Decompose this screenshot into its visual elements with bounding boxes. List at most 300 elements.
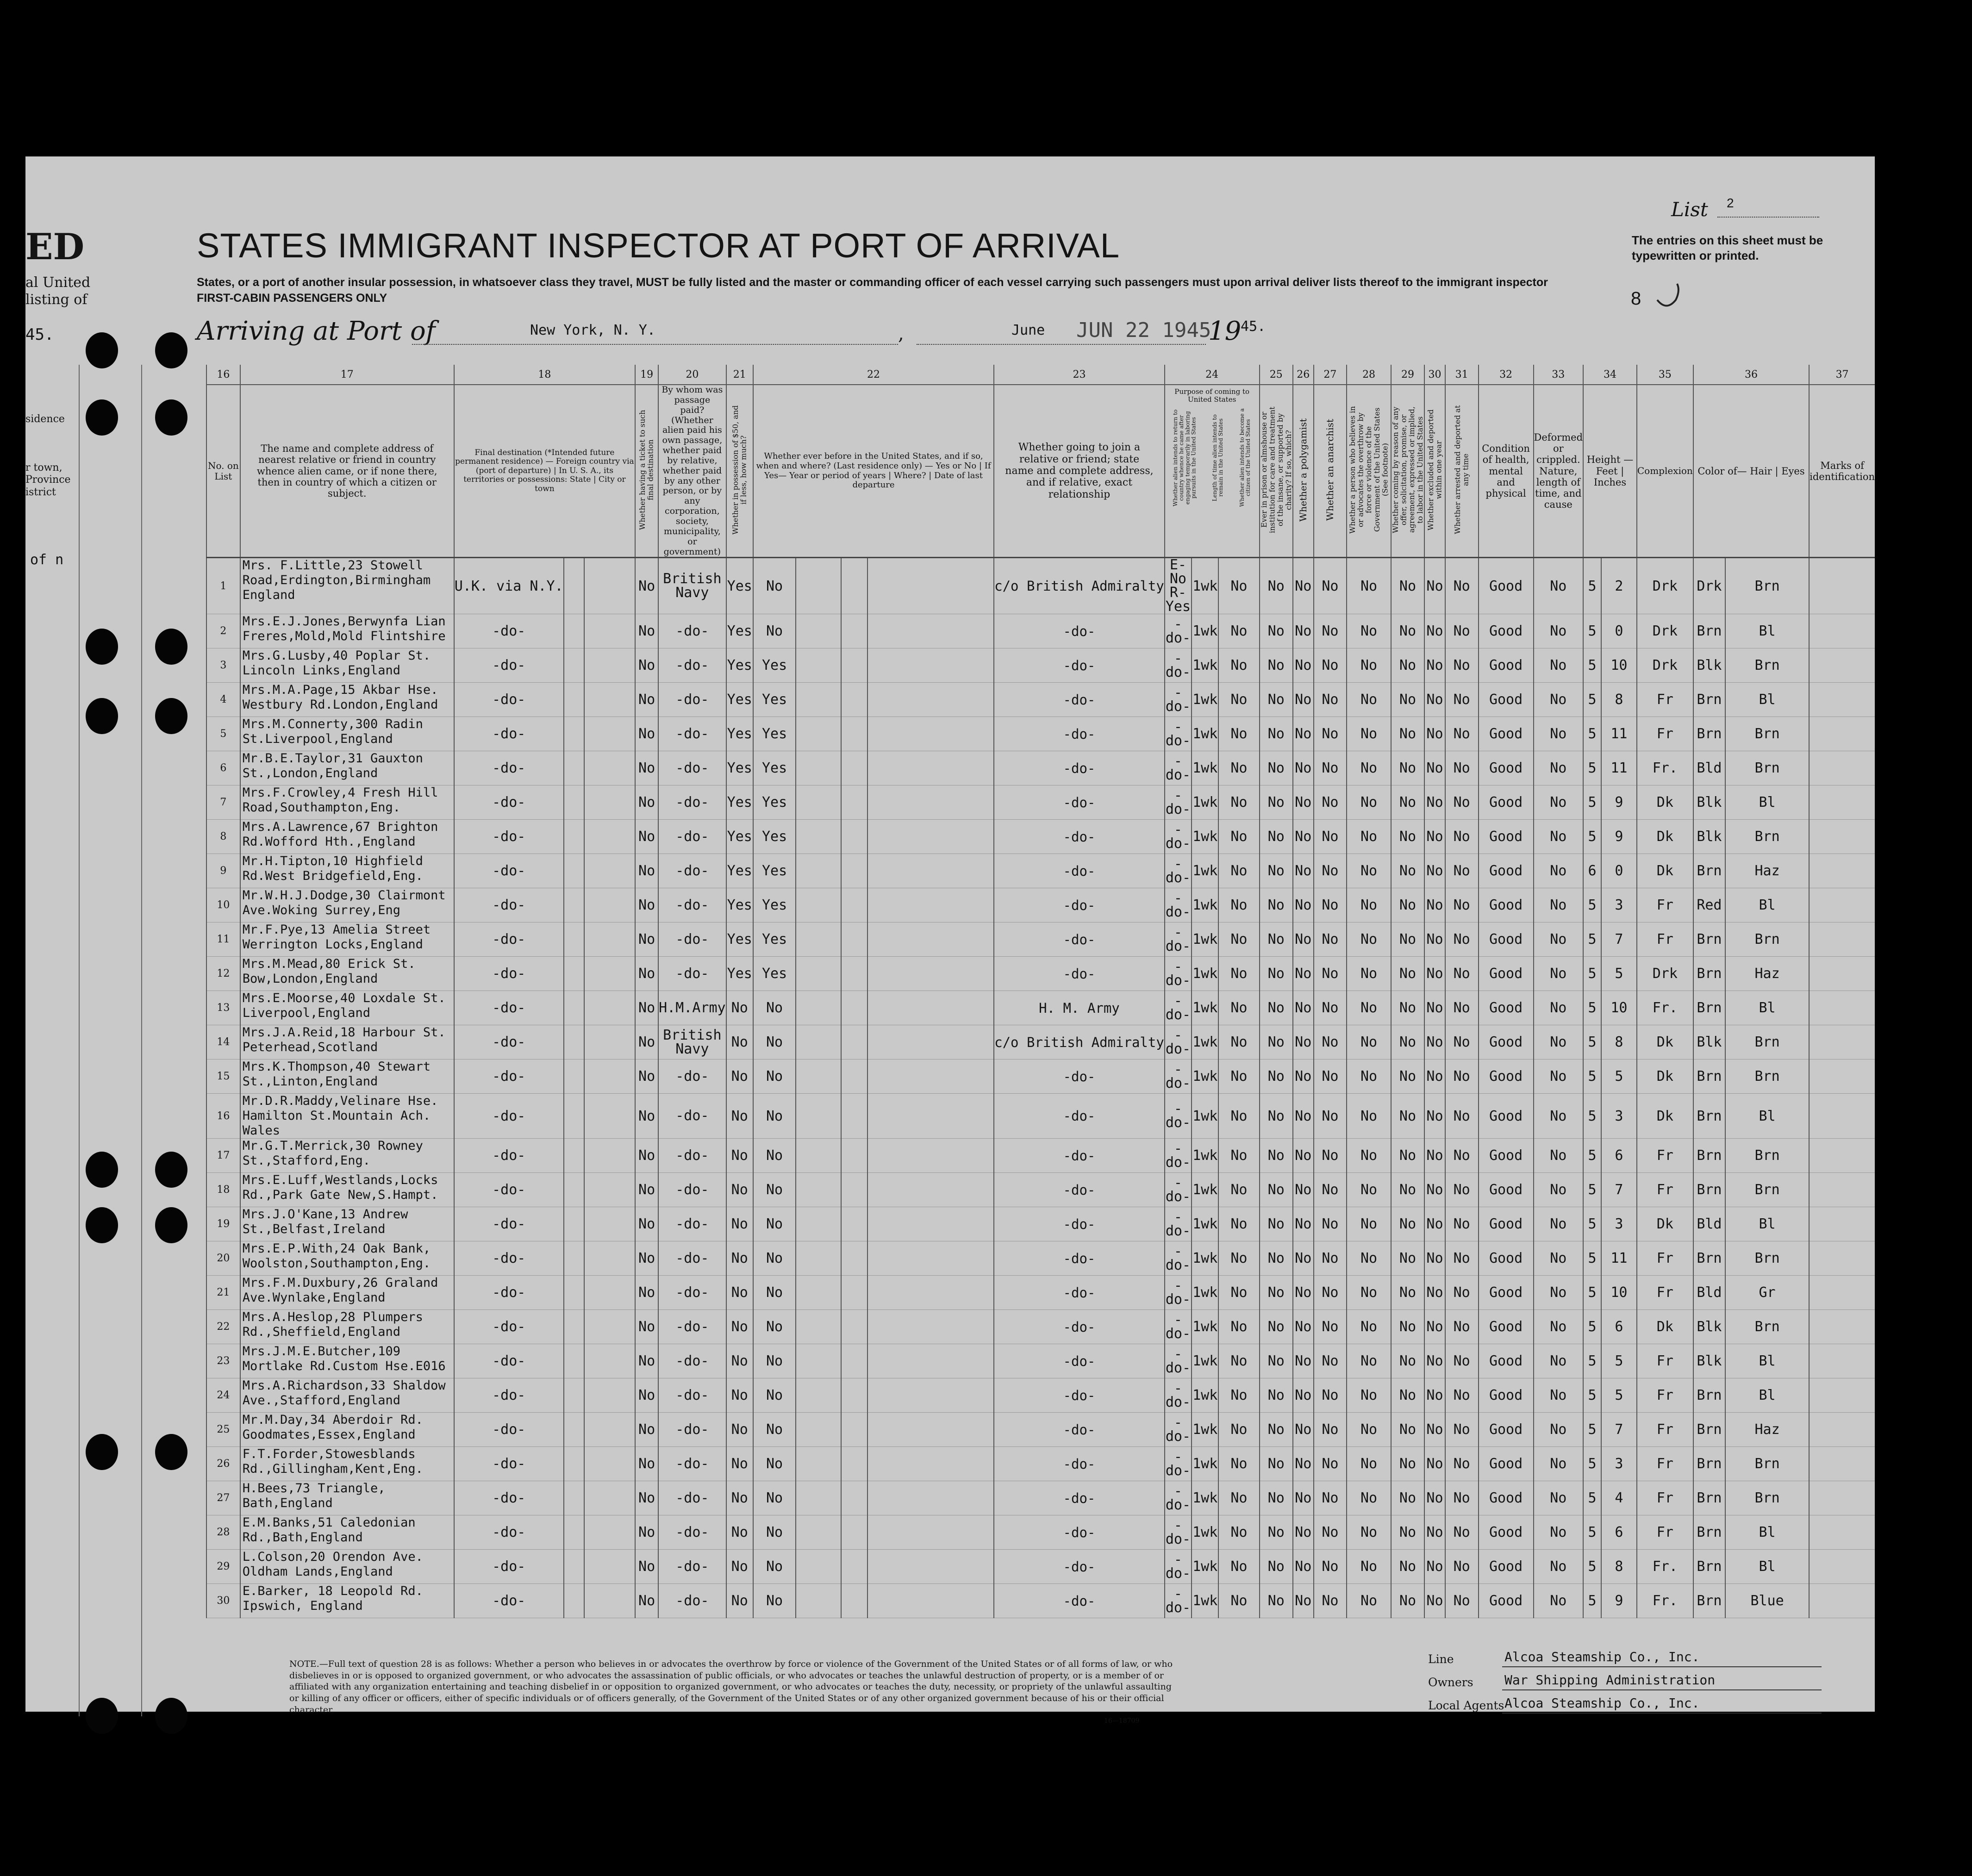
col-num: 21 — [726, 365, 753, 385]
ever-before-years — [796, 1413, 841, 1447]
final-dest-state — [564, 1481, 585, 1515]
ticket-value: No — [635, 717, 658, 751]
health-value: Good — [1479, 1207, 1534, 1241]
prison-value: No — [1260, 957, 1293, 991]
purpose-length: 1wk — [1192, 717, 1218, 751]
deformed-value: No — [1534, 1310, 1584, 1344]
col-num: 19 — [635, 365, 658, 385]
height-inches: 5 — [1601, 1060, 1637, 1094]
q30-value: No — [1424, 1139, 1445, 1173]
q29-value: No — [1391, 1276, 1424, 1310]
ever-before: No — [753, 1550, 796, 1584]
hair-color: Brn — [1693, 1060, 1725, 1094]
port-value: New York, N. Y. — [530, 322, 655, 338]
height-feet: 5 — [1583, 922, 1601, 957]
prison-value: No — [1260, 1310, 1293, 1344]
ever-before-years — [796, 648, 841, 683]
col-num: 27 — [1314, 365, 1347, 385]
marks-value — [1809, 1413, 1875, 1447]
row-number: 22 — [206, 1310, 240, 1344]
ticket-value: No — [635, 854, 658, 888]
row-number: 7 — [206, 785, 240, 820]
deformed-value: No — [1534, 1276, 1584, 1310]
eye-color: Brn — [1725, 1025, 1809, 1060]
final-dest-state — [564, 1207, 585, 1241]
table-row — [206, 991, 1875, 1025]
final-dest-state — [564, 1094, 585, 1139]
purpose-citizen: No — [1218, 1378, 1259, 1413]
punch-hole — [155, 332, 187, 368]
instruction-text: The entries on this sheet must be typewritten or printed. — [1632, 233, 1823, 262]
ticket-value: No — [635, 785, 658, 820]
eye-color: Brn — [1725, 1310, 1809, 1344]
complexion-value: Fr. — [1637, 1584, 1693, 1618]
ticket-value: No — [635, 1413, 658, 1447]
polygamist-value: No — [1293, 1550, 1314, 1584]
anarchist-value: No — [1314, 888, 1347, 922]
purpose-length: 1wk — [1192, 683, 1218, 717]
punch-hole — [155, 629, 187, 665]
complexion-value: Fr. — [1637, 1550, 1693, 1584]
polygamist-value: No — [1293, 1207, 1314, 1241]
purpose-return: -do- — [1165, 1276, 1192, 1310]
ever-before: No — [753, 1515, 796, 1550]
purpose-return: -do- — [1165, 717, 1192, 751]
final-dest-foreign: -do- — [454, 1378, 564, 1413]
punch-hole — [155, 1207, 187, 1243]
anarchist-value: No — [1314, 1276, 1347, 1310]
q30-value: No — [1424, 558, 1445, 614]
complexion-value: Fr. — [1637, 751, 1693, 785]
ever-before-years — [796, 991, 841, 1025]
purpose-return: -do- — [1165, 1413, 1192, 1447]
polygamist-value: No — [1293, 1173, 1314, 1207]
q30-value: No — [1424, 1060, 1445, 1094]
q30-value: No — [1424, 1207, 1445, 1241]
col-num: 26 — [1293, 365, 1314, 385]
ticket-value: No — [635, 1094, 658, 1139]
q31-value: No — [1445, 922, 1479, 957]
ever-before-where — [841, 1060, 868, 1094]
col-header-ticket: Whether having a ticket to such final destination — [638, 410, 655, 530]
prison-value: No — [1260, 1378, 1293, 1413]
purpose-citizen: No — [1218, 717, 1259, 751]
eye-color: Brn — [1725, 1173, 1809, 1207]
final-dest-foreign: -do- — [454, 854, 564, 888]
row-number: 20 — [206, 1241, 240, 1276]
marks-value — [1809, 1025, 1875, 1060]
table-row — [206, 1207, 1875, 1241]
prison-value: No — [1260, 785, 1293, 820]
page-title: STATES IMMIGRANT INSPECTOR AT PORT OF ARRIVAL — [197, 226, 1120, 265]
passage-paid: -do- — [658, 1344, 726, 1378]
manifest-sheet — [25, 156, 1875, 1725]
hair-color: Brn — [1693, 1481, 1725, 1515]
q31-value: No — [1445, 957, 1479, 991]
final-dest-state — [564, 922, 585, 957]
final-dest-state — [564, 888, 585, 922]
hair-color: Brn — [1693, 683, 1725, 717]
table-row — [206, 1413, 1875, 1447]
ever-before: Yes — [753, 683, 796, 717]
last-departure — [867, 1515, 994, 1550]
purpose-return: -do- — [1165, 785, 1192, 820]
relative-address: Mrs.J.A.Reid,18 Harbour St. Peterhead,Scotland — [240, 1025, 454, 1060]
polygamist-value: No — [1293, 854, 1314, 888]
deformed-value: No — [1534, 1207, 1584, 1241]
ever-before: No — [753, 1447, 796, 1481]
money-value: No — [726, 1344, 753, 1378]
money-value: No — [726, 1173, 753, 1207]
manifest-table — [206, 365, 1875, 1618]
last-departure — [867, 1584, 994, 1618]
purpose-citizen: No — [1218, 1447, 1259, 1481]
eye-color: Bl — [1725, 1094, 1809, 1139]
q28-value: No — [1347, 1139, 1391, 1173]
relative-address: Mrs.M.A.Page,15 Akbar Hse. Westbury Rd.London,England — [240, 683, 454, 717]
table-row — [206, 717, 1875, 751]
marks-value — [1809, 1515, 1875, 1550]
final-dest-foreign: -do- — [454, 1276, 564, 1310]
final-dest-foreign: -do- — [454, 1139, 564, 1173]
prison-value: No — [1260, 683, 1293, 717]
row-number: 30 — [206, 1584, 240, 1618]
q29-value: No — [1391, 558, 1424, 614]
ticket-value: No — [635, 614, 658, 648]
complexion-value: Dk — [1637, 1310, 1693, 1344]
col-header-nearest-relative: The name and complete address of nearest relative or friend in country whence alien came, or if none there, then in country of which a citizen or subject. — [240, 385, 454, 558]
complexion-value: Drk — [1637, 558, 1693, 614]
marks-value — [1809, 854, 1875, 888]
deformed-value: No — [1534, 1515, 1584, 1550]
deformed-value: No — [1534, 957, 1584, 991]
complexion-value: Dk — [1637, 820, 1693, 854]
height-feet: 5 — [1583, 1276, 1601, 1310]
row-number: 21 — [206, 1276, 240, 1310]
punch-hole — [155, 1698, 187, 1734]
money-value: Yes — [726, 751, 753, 785]
q28-value: No — [1347, 1584, 1391, 1618]
ever-before-where — [841, 854, 868, 888]
purpose-citizen: No — [1218, 558, 1259, 614]
list-underline — [1717, 217, 1819, 218]
prison-value: No — [1260, 614, 1293, 648]
final-dest-state — [564, 1139, 585, 1173]
ever-before-where — [841, 683, 868, 717]
ticket-value: No — [635, 558, 658, 614]
purpose-return: -do- — [1165, 1025, 1192, 1060]
deformed-value: No — [1534, 1413, 1584, 1447]
anarchist-value: No — [1314, 820, 1347, 854]
height-feet: 5 — [1583, 785, 1601, 820]
relative-address: Mrs.E.Moorse,40 Loxdale St. Liverpool,England — [240, 991, 454, 1025]
join-relative: -do- — [994, 1413, 1165, 1447]
row-number: 4 — [206, 683, 240, 717]
passenger-rows — [206, 558, 1875, 1618]
last-departure — [867, 957, 994, 991]
final-dest-city — [584, 1310, 635, 1344]
agents-label: Local Agents — [1428, 1699, 1504, 1712]
anarchist-value: No — [1314, 1173, 1347, 1207]
table-row — [206, 683, 1875, 717]
final-dest-foreign: -do- — [454, 1173, 564, 1207]
q31-value: No — [1445, 1276, 1479, 1310]
final-dest-state — [564, 1276, 585, 1310]
height-inches: 8 — [1601, 1550, 1637, 1584]
height-inches: 11 — [1601, 751, 1637, 785]
q28-value: No — [1347, 1173, 1391, 1207]
ever-before-years — [796, 957, 841, 991]
eye-color: Haz — [1725, 1413, 1809, 1447]
ever-before: No — [753, 991, 796, 1025]
final-dest-city — [584, 854, 635, 888]
final-dest-foreign: -do- — [454, 1025, 564, 1060]
ever-before: No — [753, 1378, 796, 1413]
anarchist-value: No — [1314, 1550, 1347, 1584]
complexion-value: Fr — [1637, 683, 1693, 717]
eye-color: Brn — [1725, 1060, 1809, 1094]
complexion-value: Dk — [1637, 854, 1693, 888]
purpose-return: -do- — [1165, 991, 1192, 1025]
ever-before: No — [753, 1094, 796, 1139]
prison-value: No — [1260, 717, 1293, 751]
ticket-value: No — [635, 1207, 658, 1241]
purpose-citizen: No — [1218, 1413, 1259, 1447]
height-feet: 5 — [1583, 1207, 1601, 1241]
health-value: Good — [1479, 922, 1534, 957]
marks-value — [1809, 1584, 1875, 1618]
table-row — [206, 957, 1875, 991]
final-dest-foreign: -do- — [454, 922, 564, 957]
q28-value: No — [1347, 1344, 1391, 1378]
relative-address: Mrs.E.P.With,24 Oak Bank, Woolston,Southampton,Eng. — [240, 1241, 454, 1276]
left-column-subheader: r town, Province istrict — [25, 462, 71, 498]
purpose-sub-citizen: Whether alien intends to become a citizen of the United States — [1238, 408, 1252, 507]
join-relative: -do- — [994, 957, 1165, 991]
ever-before: No — [753, 1276, 796, 1310]
polygamist-value: No — [1293, 1344, 1314, 1378]
money-value: Yes — [726, 820, 753, 854]
q31-value: No — [1445, 1344, 1479, 1378]
eye-color: Brn — [1725, 717, 1809, 751]
marks-value — [1809, 1139, 1875, 1173]
ever-before-where — [841, 1584, 868, 1618]
complexion-value: Fr — [1637, 1515, 1693, 1550]
money-value: No — [726, 1241, 753, 1276]
punch-hole — [155, 399, 187, 436]
eye-color: Brn — [1725, 1241, 1809, 1276]
relative-address: Mrs.G.Lusby,40 Poplar St. Lincoln Links,England — [240, 648, 454, 683]
height-feet: 5 — [1583, 1025, 1601, 1060]
ever-before-where — [841, 1481, 868, 1515]
deformed-value: No — [1534, 820, 1584, 854]
join-relative: -do- — [994, 717, 1165, 751]
ever-before: No — [753, 1207, 796, 1241]
join-relative: c/o British Admiralty — [994, 558, 1165, 614]
purpose-return: -do- — [1165, 648, 1192, 683]
ever-before: Yes — [753, 820, 796, 854]
purpose-length: 1wk — [1192, 1584, 1218, 1618]
last-departure — [867, 648, 994, 683]
height-feet: 5 — [1583, 614, 1601, 648]
final-dest-city — [584, 1515, 635, 1550]
eye-color: Brn — [1725, 558, 1809, 614]
ever-before-years — [796, 1584, 841, 1618]
column-number-row — [206, 365, 1875, 385]
ever-before-years — [796, 1173, 841, 1207]
money-value: Yes — [726, 854, 753, 888]
relative-address: Mr.B.E.Taylor,31 Gauxton St.,London,England — [240, 751, 454, 785]
marks-value — [1809, 1447, 1875, 1481]
q30-value: No — [1424, 1025, 1445, 1060]
final-dest-city — [584, 1276, 635, 1310]
q28-value: No — [1347, 1481, 1391, 1515]
q29-value: No — [1391, 1515, 1424, 1550]
final-dest-foreign: -do- — [454, 648, 564, 683]
final-dest-city — [584, 648, 635, 683]
row-number: 14 — [206, 1025, 240, 1060]
col-header-final-destination: Final destination (*Intended future permanent residence) — Foreign country via (port of departure) | In U. S. A., its territories or possessions: State | City or town — [454, 385, 635, 558]
polygamist-value: No — [1293, 558, 1314, 614]
relative-address: Mrs.F.M.Duxbury,26 Graland Ave.Wynlake,England — [240, 1276, 454, 1310]
ever-before: No — [753, 1139, 796, 1173]
money-value: Yes — [726, 558, 753, 614]
q31-value: No — [1445, 1241, 1479, 1276]
passage-paid: -do- — [658, 957, 726, 991]
q31-value: No — [1445, 1550, 1479, 1584]
prison-value: No — [1260, 922, 1293, 957]
purpose-citizen: No — [1218, 614, 1259, 648]
final-dest-foreign: -do- — [454, 717, 564, 751]
marks-value — [1809, 717, 1875, 751]
q29-value: No — [1391, 991, 1424, 1025]
passage-paid: -do- — [658, 1550, 726, 1584]
anarchist-value: No — [1314, 854, 1347, 888]
height-inches: 2 — [1601, 558, 1637, 614]
q31-value: No — [1445, 1413, 1479, 1447]
final-dest-state — [564, 820, 585, 854]
polygamist-value: No — [1293, 614, 1314, 648]
ever-before-where — [841, 1207, 868, 1241]
prison-value: No — [1260, 991, 1293, 1025]
height-feet: 5 — [1583, 558, 1601, 614]
deformed-value: No — [1534, 888, 1584, 922]
anarchist-value: No — [1314, 1025, 1347, 1060]
ever-before-years — [796, 1025, 841, 1060]
q29-value: No — [1391, 1447, 1424, 1481]
relative-address: Mr.H.Tipton,10 Highfield Rd.West Bridgefield,Eng. — [240, 854, 454, 888]
ticket-value: No — [635, 1447, 658, 1481]
purpose-length: 1wk — [1192, 1173, 1218, 1207]
table-row — [206, 1584, 1875, 1618]
punch-hole — [155, 1152, 187, 1188]
ever-before-years — [796, 751, 841, 785]
ever-before-where — [841, 1241, 868, 1276]
final-dest-state — [564, 785, 585, 820]
q30-value: No — [1424, 683, 1445, 717]
last-departure — [867, 1481, 994, 1515]
final-dest-foreign: U.K. via N.Y. — [454, 558, 564, 614]
table-row — [206, 1060, 1875, 1094]
marks-value — [1809, 1060, 1875, 1094]
money-value: No — [726, 1139, 753, 1173]
column-header-row — [206, 385, 1875, 558]
passage-paid: -do- — [658, 1276, 726, 1310]
q29-value: No — [1391, 1094, 1424, 1139]
ever-before-years — [796, 854, 841, 888]
join-relative: -do- — [994, 648, 1165, 683]
q28-value: No — [1347, 991, 1391, 1025]
table-row — [206, 1025, 1875, 1060]
last-departure — [867, 614, 994, 648]
deformed-value: No — [1534, 1378, 1584, 1413]
hair-color: Blk — [1693, 785, 1725, 820]
ever-before-where — [841, 957, 868, 991]
polygamist-value: No — [1293, 1481, 1314, 1515]
purpose-citizen: No — [1218, 922, 1259, 957]
passage-paid: H.M.Army — [658, 991, 726, 1025]
year-suffix: 45. — [1241, 318, 1266, 335]
q31-value: No — [1445, 1094, 1479, 1139]
ever-before: Yes — [753, 854, 796, 888]
q29-value: No — [1391, 1310, 1424, 1344]
col-header-health: Condition of health, mental and physical — [1479, 385, 1534, 558]
marks-value — [1809, 614, 1875, 648]
last-departure — [867, 922, 994, 957]
hair-color: Blk — [1693, 820, 1725, 854]
eye-color: Bl — [1725, 785, 1809, 820]
owners-underline — [1502, 1689, 1822, 1690]
owners-label: Owners — [1428, 1676, 1473, 1689]
q29-value: No — [1391, 820, 1424, 854]
ticket-value: No — [635, 1378, 658, 1413]
prison-value: No — [1260, 1139, 1293, 1173]
eye-color: Haz — [1725, 957, 1809, 991]
purpose-citizen: No — [1218, 1241, 1259, 1276]
final-dest-foreign: -do- — [454, 1060, 564, 1094]
final-dest-city — [584, 922, 635, 957]
height-inches: 3 — [1601, 1207, 1637, 1241]
table-row — [206, 1241, 1875, 1276]
col-num: 23 — [994, 365, 1165, 385]
ever-before-years — [796, 614, 841, 648]
final-dest-foreign: -do- — [454, 1344, 564, 1378]
last-departure — [867, 1276, 994, 1310]
col-header-q28: Whether a person who believes in or advocates the overthrow by force or violence of the Government of the United States (See footnote) — [1348, 406, 1390, 534]
purpose-citizen: No — [1218, 854, 1259, 888]
passage-paid: -do- — [658, 1481, 726, 1515]
purpose-citizen: No — [1218, 648, 1259, 683]
height-feet: 5 — [1583, 1060, 1601, 1094]
last-departure — [867, 558, 994, 614]
final-dest-foreign: -do- — [454, 785, 564, 820]
hair-color: Blk — [1693, 1310, 1725, 1344]
hair-color: Red — [1693, 888, 1725, 922]
purpose-length: 1wk — [1192, 1344, 1218, 1378]
passage-paid: British Navy — [658, 558, 726, 614]
ever-before-where — [841, 614, 868, 648]
purpose-length: 1wk — [1192, 1310, 1218, 1344]
punch-hole — [86, 1698, 118, 1734]
join-relative: -do- — [994, 820, 1165, 854]
eye-color: Bl — [1725, 888, 1809, 922]
anarchist-value: No — [1314, 558, 1347, 614]
punch-hole — [155, 698, 187, 734]
ever-before: No — [753, 1310, 796, 1344]
punch-hole — [86, 332, 118, 368]
final-dest-state — [564, 648, 585, 683]
q29-value: No — [1391, 1584, 1424, 1618]
